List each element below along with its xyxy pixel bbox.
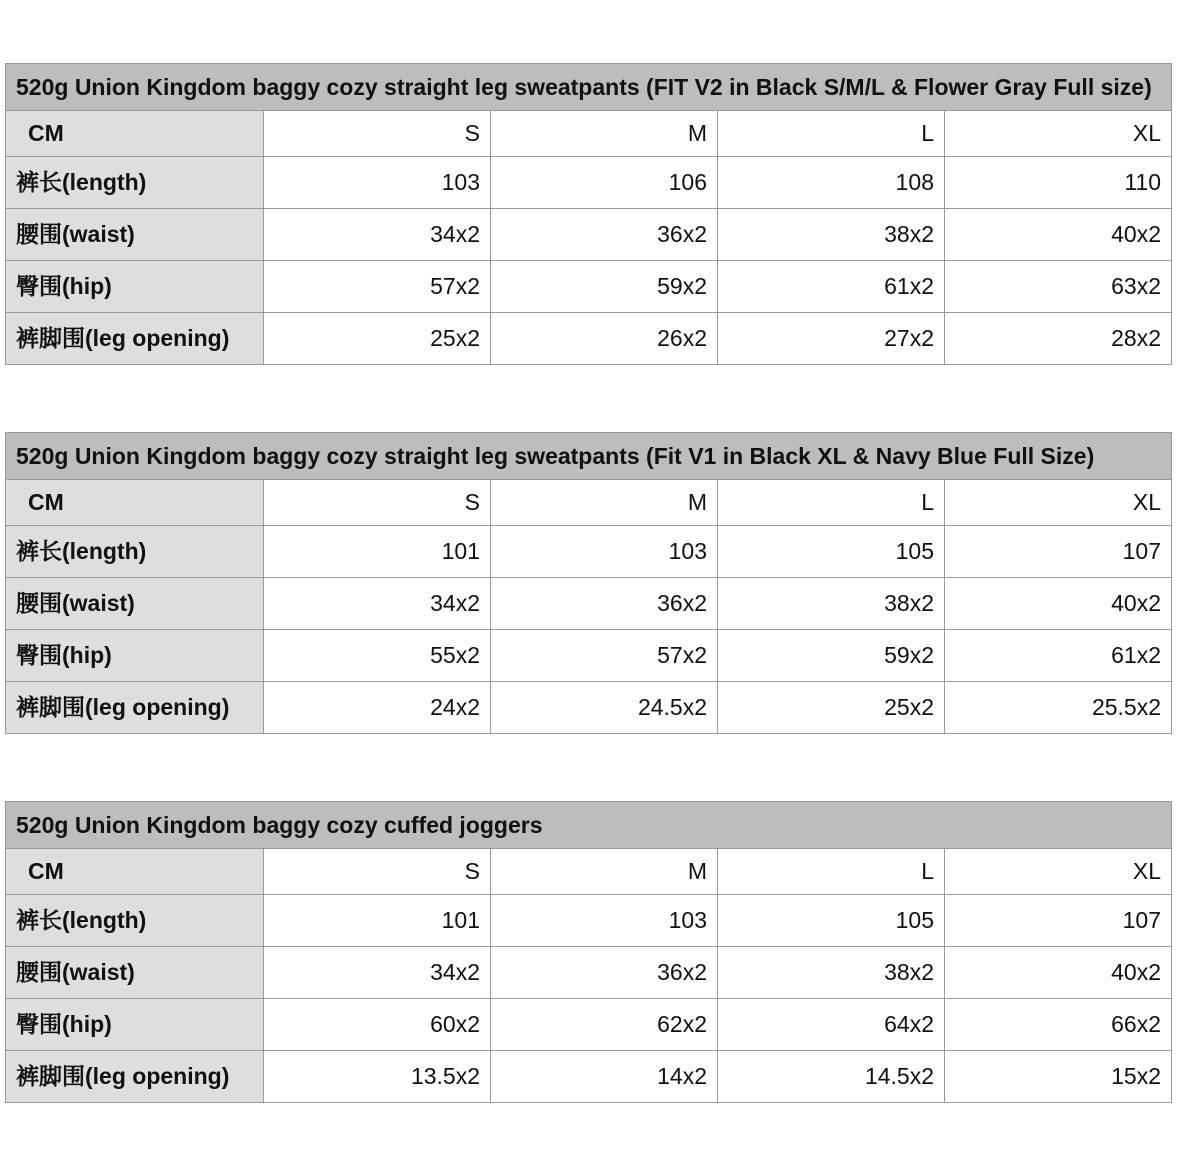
- table-row: [6, 578, 1172, 630]
- table-cell: 106: [491, 157, 718, 209]
- table-cell: 66x2: [945, 999, 1172, 1051]
- size-header-m: M: [491, 111, 718, 157]
- row-label-leg-opening: 裤脚围(leg opening): [6, 682, 264, 734]
- table-cell: 57x2: [264, 261, 491, 313]
- size-header-l: L: [718, 849, 945, 895]
- row-label-leg-opening: 裤脚围(leg opening): [6, 313, 264, 365]
- row-label-hip: 臀围(hip): [6, 999, 264, 1051]
- size-header-xl: XL: [945, 111, 1172, 157]
- table-cell: 101: [264, 526, 491, 578]
- row-label-hip: 臀围(hip): [6, 261, 264, 313]
- table-title: 520g Union Kingdom baggy cozy cuffed joggers: [6, 802, 1172, 849]
- row-label-leg-opening: 裤脚围(leg opening): [6, 1051, 264, 1103]
- table-row: [6, 1051, 1172, 1103]
- table-cell: 36x2: [491, 947, 718, 999]
- table-cell: 26x2: [491, 313, 718, 365]
- table-row: [6, 526, 1172, 578]
- table-cell: 24x2: [264, 682, 491, 734]
- size-chart-table-1: [5, 63, 1172, 365]
- table-row: [6, 313, 1172, 365]
- table-title: 520g Union Kingdom baggy cozy straight leg sweatpants (Fit V1 in Black XL & Navy Blue Full Size): [6, 433, 1172, 480]
- table-cell: 36x2: [491, 209, 718, 261]
- table-cell: 25x2: [718, 682, 945, 734]
- table-title-row: [6, 64, 1172, 111]
- table-cell: 36x2: [491, 578, 718, 630]
- table-cell: 63x2: [945, 261, 1172, 313]
- size-chart-table-2: [5, 432, 1172, 734]
- table-cell: 25.5x2: [945, 682, 1172, 734]
- table-cell: 103: [491, 895, 718, 947]
- table-cell: 55x2: [264, 630, 491, 682]
- size-header-m: M: [491, 480, 718, 526]
- table-cell: 38x2: [718, 209, 945, 261]
- table-cell: 25x2: [264, 313, 491, 365]
- table-cell: 61x2: [718, 261, 945, 313]
- table-cell: 38x2: [718, 947, 945, 999]
- table-cell: 40x2: [945, 947, 1172, 999]
- table-cell: 27x2: [718, 313, 945, 365]
- table-cell: 40x2: [945, 578, 1172, 630]
- table-cell: 64x2: [718, 999, 945, 1051]
- table-cell: 28x2: [945, 313, 1172, 365]
- table-cell: 107: [945, 526, 1172, 578]
- table-cell: 40x2: [945, 209, 1172, 261]
- table-row: [6, 999, 1172, 1051]
- table-cell: 62x2: [491, 999, 718, 1051]
- row-label-length: 裤长(length): [6, 157, 264, 209]
- row-label-waist: 腰围(waist): [6, 209, 264, 261]
- unit-label: CM: [6, 849, 264, 895]
- table-cell: 14.5x2: [718, 1051, 945, 1103]
- table-cell: 108: [718, 157, 945, 209]
- table-title-row: [6, 802, 1172, 849]
- table-row: [6, 947, 1172, 999]
- table-cell: 34x2: [264, 947, 491, 999]
- table-cell: 101: [264, 895, 491, 947]
- table-cell: 34x2: [264, 209, 491, 261]
- size-header-s: S: [264, 480, 491, 526]
- row-label-length: 裤长(length): [6, 526, 264, 578]
- size-header-s: S: [264, 849, 491, 895]
- table-cell: 15x2: [945, 1051, 1172, 1103]
- table-cell: 60x2: [264, 999, 491, 1051]
- table-title: 520g Union Kingdom baggy cozy straight leg sweatpants (FIT V2 in Black S/M/L & Flower Gray Full size): [6, 64, 1172, 111]
- size-header-l: L: [718, 480, 945, 526]
- row-label-hip: 臀围(hip): [6, 630, 264, 682]
- table-cell: 105: [718, 895, 945, 947]
- table-cell: 57x2: [491, 630, 718, 682]
- table-cell: 105: [718, 526, 945, 578]
- size-header-m: M: [491, 849, 718, 895]
- table-cell: 24.5x2: [491, 682, 718, 734]
- size-header-xl: XL: [945, 480, 1172, 526]
- row-label-waist: 腰围(waist): [6, 947, 264, 999]
- size-header-xl: XL: [945, 849, 1172, 895]
- table-title-row: [6, 433, 1172, 480]
- table-row: [6, 157, 1172, 209]
- table-row: [6, 209, 1172, 261]
- table-cell: 34x2: [264, 578, 491, 630]
- size-header-row: [6, 111, 1172, 157]
- row-label-length: 裤长(length): [6, 895, 264, 947]
- size-header-l: L: [718, 111, 945, 157]
- table-cell: 61x2: [945, 630, 1172, 682]
- size-header-row: [6, 849, 1172, 895]
- table-cell: 103: [491, 526, 718, 578]
- table-cell: 103: [264, 157, 491, 209]
- table-row: [6, 682, 1172, 734]
- table-cell: 59x2: [491, 261, 718, 313]
- row-label-waist: 腰围(waist): [6, 578, 264, 630]
- size-header-s: S: [264, 111, 491, 157]
- unit-label: CM: [6, 111, 264, 157]
- table-cell: 14x2: [491, 1051, 718, 1103]
- size-header-row: [6, 480, 1172, 526]
- table-row: [6, 895, 1172, 947]
- table-row: [6, 261, 1172, 313]
- table-row: [6, 630, 1172, 682]
- table-cell: 107: [945, 895, 1172, 947]
- unit-label: CM: [6, 480, 264, 526]
- table-cell: 110: [945, 157, 1172, 209]
- table-cell: 59x2: [718, 630, 945, 682]
- size-chart-table-3: [5, 801, 1172, 1103]
- table-cell: 38x2: [718, 578, 945, 630]
- table-cell: 13.5x2: [264, 1051, 491, 1103]
